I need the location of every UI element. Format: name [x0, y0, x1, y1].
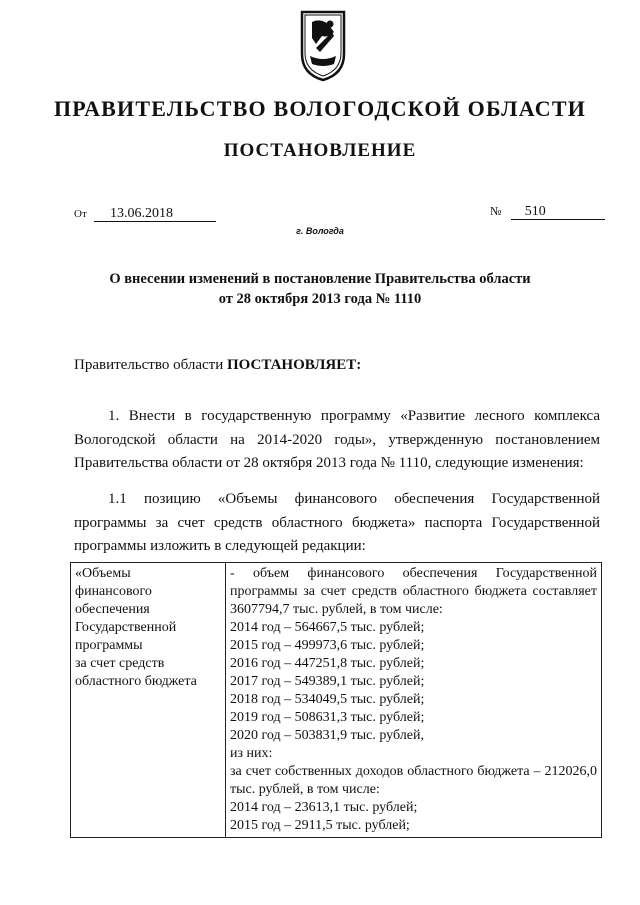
funding-year-line: 2015 год – 499973,6 тыс. рублей;	[230, 638, 425, 653]
date-field	[74, 205, 216, 222]
table-row	[71, 563, 602, 838]
coat-of-arms-icon	[298, 8, 348, 82]
document-type: ПОСТАНОВЛЕНИЕ	[223, 140, 417, 161]
label-line: за счет средств	[75, 656, 165, 671]
funding-year-line: 2019 год – 508631,3 тыс. рублей;	[230, 710, 425, 725]
document-subject	[0, 269, 640, 309]
paragraph-1	[74, 405, 600, 476]
funding-table	[70, 562, 602, 838]
funding-values-cell	[226, 563, 602, 838]
funding-year-line: 2014 год – 23613,1 тыс. рублей;	[230, 800, 418, 815]
intro-text: Правительство области	[74, 357, 224, 373]
funding-own-revenue: за счет собственных доходов областного бюджета – 212026,0 тыс. рублей, в том числе:	[230, 764, 597, 797]
label-line: Государственной	[75, 620, 177, 635]
subject-line-2: от 28 октября 2013 года № 1110	[218, 291, 422, 307]
label-line: программы	[75, 638, 143, 653]
funding-year-line: 2017 год – 549389,1 тыс. рублей;	[230, 674, 425, 689]
number-field	[490, 203, 605, 220]
label-line: «Объемы	[75, 566, 131, 581]
funding-year-line: 2015 год – 2911,5 тыс. рублей;	[230, 818, 410, 833]
resolution-intro	[74, 357, 361, 374]
paragraph-1-1-text: 1.1 позицию «Объемы финансового обеспечения Государственной программы за счет средств областного бюджета» паспорта Государственной программы изложить в следующей редакции:	[74, 491, 600, 554]
paragraph-1-text: 1. Внести в государственную программу «Развитие лесного комплекса Вологодской области на 2014-2020 годы», утвержденную постановлением Правительства области от 28 октября 2013 года № 1110, следующие изменения:	[74, 408, 600, 471]
label-line: обеспечения	[75, 602, 150, 617]
intro-decree: ПОСТАНОВЛЯЕТ:	[226, 357, 362, 373]
funding-year-line: 2016 год – 447251,8 тыс. рублей;	[230, 656, 425, 671]
number-value: 510	[511, 204, 605, 220]
funding-total: - объем финансового обеспечения Государственной программы за счет средств областного бюджета составляет 3607794,7 тыс. рублей, в том числе:	[230, 566, 597, 617]
funding-year-line: 2020 год – 503831,9 тыс. рублей,	[230, 728, 424, 743]
date-value: 13.06.2018	[94, 206, 216, 222]
label-line: финансового	[75, 584, 152, 599]
paragraph-1-1	[74, 488, 600, 559]
funding-label-cell	[71, 563, 226, 838]
government-title: ПРАВИТЕЛЬСТВО ВОЛОГОДСКОЙ ОБЛАСТИ	[53, 96, 587, 121]
city: г. Вологда	[296, 226, 344, 236]
funding-year-line: 2014 год – 564667,5 тыс. рублей;	[230, 620, 425, 635]
label-line: областного бюджета	[75, 674, 197, 689]
funding-year-line: 2018 год – 534049,5 тыс. рублей;	[230, 692, 425, 707]
date-label: От	[74, 208, 87, 220]
number-label: №	[490, 204, 502, 218]
subject-line-1: О внесении изменений в постановление Правительства области	[109, 271, 531, 287]
funding-year-line: из них:	[230, 746, 273, 761]
